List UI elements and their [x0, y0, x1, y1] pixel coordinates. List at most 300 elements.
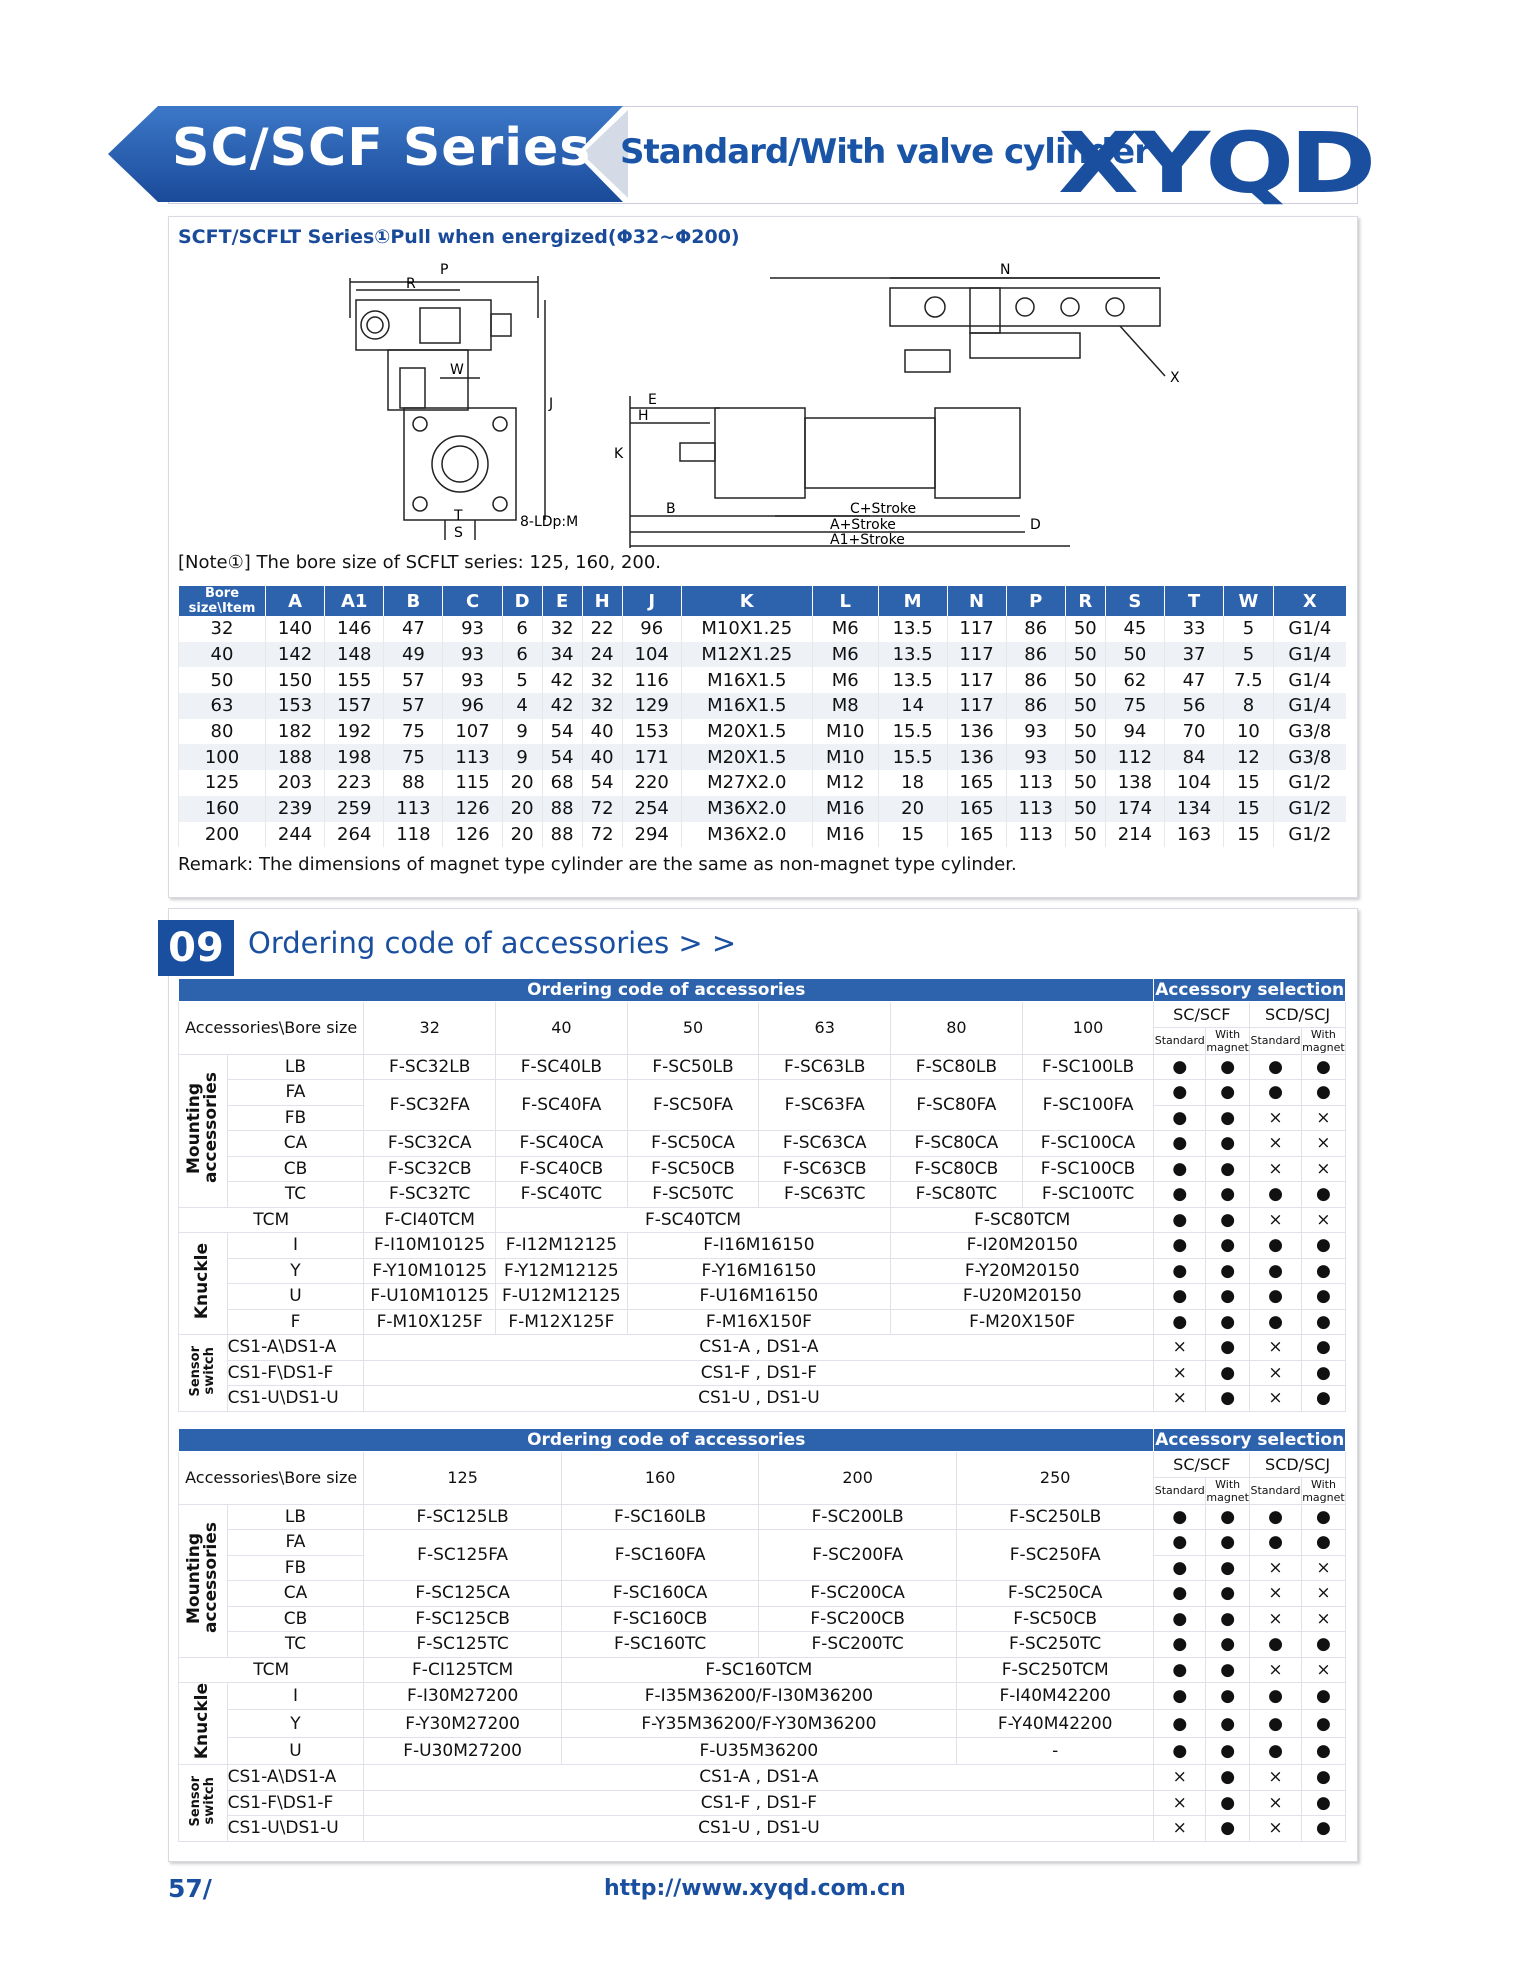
- selection-sub: With magnet: [1302, 1027, 1345, 1054]
- column-header: A1: [325, 586, 384, 616]
- mark: ●: [1206, 1606, 1250, 1632]
- table-cell: 104: [1164, 770, 1223, 796]
- table-cell: M36X2.0: [681, 822, 812, 848]
- mark: ●: [1154, 1156, 1206, 1182]
- mark: ●: [1206, 1657, 1250, 1683]
- mark: ●: [1154, 1258, 1206, 1284]
- website-link[interactable]: http://www.xyqd.com.cn: [604, 1876, 906, 1901]
- dim-label-e: E: [648, 392, 657, 408]
- code-cell: F-SC250TCM: [956, 1657, 1154, 1683]
- column-header: X: [1273, 586, 1346, 616]
- dimension-table: [178, 586, 1346, 847]
- table-cell: 4: [502, 693, 542, 719]
- mark: ●: [1206, 1360, 1250, 1386]
- dim-label-h: H: [638, 408, 649, 424]
- table-cell: 24: [582, 642, 622, 668]
- table-cell: 244: [266, 822, 325, 848]
- mark: ●: [1154, 1054, 1206, 1080]
- bar-ordering-code: Ordering code of accessories: [179, 1429, 1154, 1452]
- dim-label-s: S: [454, 525, 463, 541]
- code-cell: F-SC80CA: [891, 1131, 1023, 1157]
- code-cell: F-SC50LB: [627, 1054, 759, 1080]
- table-row: [179, 796, 1347, 822]
- table-cell: 115: [443, 770, 502, 796]
- code-cell: F-SC250FA: [956, 1530, 1154, 1581]
- code-cell: F-SC40TC: [496, 1182, 628, 1208]
- table-cell: 153: [266, 693, 325, 719]
- table-cell: 63: [179, 693, 266, 719]
- code-cell: F-SC125LB: [364, 1504, 562, 1530]
- dim-label-r: R: [406, 276, 416, 292]
- table-cell: 96: [443, 693, 502, 719]
- mark: ×: [1301, 1581, 1345, 1607]
- mark: ●: [1154, 1683, 1206, 1710]
- group-mounting: Mounting accessories: [179, 1504, 228, 1657]
- table-cell: 40: [582, 744, 622, 770]
- table-cell: 57: [384, 693, 443, 719]
- table-cell: 155: [325, 667, 384, 693]
- mark: ×: [1301, 1207, 1345, 1233]
- table-cell: 86: [1006, 667, 1065, 693]
- table-cell: 160: [179, 796, 266, 822]
- code-cell: F-SC40TCM: [496, 1207, 891, 1233]
- table-cell: 40: [582, 719, 622, 745]
- code-cell: F-SC200TC: [759, 1632, 957, 1658]
- code-cell: F-SC160LB: [561, 1504, 759, 1530]
- row-label: CS1-U\DS1-U: [227, 1386, 364, 1412]
- mark: ●: [1206, 1790, 1250, 1816]
- table-cell: 146: [325, 616, 384, 642]
- column-header: E: [542, 586, 582, 616]
- code-cell: F-SC40CA: [496, 1131, 628, 1157]
- table-row: [179, 719, 1347, 745]
- table-cell: 113: [384, 796, 443, 822]
- dim-label-a1: A1+Stroke: [830, 532, 905, 548]
- code-cell: F-SC80TCM: [891, 1207, 1154, 1233]
- table-cell: 15.5: [878, 719, 947, 745]
- table-cell: G1/2: [1273, 822, 1346, 848]
- table-cell: 75: [1105, 693, 1164, 719]
- corner-label: Accessories\Bore size: [179, 1002, 364, 1055]
- code-cell: F-I35M36200/F-I30M36200: [561, 1683, 956, 1710]
- table-cell: 33: [1164, 616, 1223, 642]
- mark: ●: [1154, 1284, 1206, 1310]
- table-cell: 148: [325, 642, 384, 668]
- row-label: I: [227, 1683, 364, 1710]
- code-cell: F-SC80FA: [891, 1080, 1023, 1131]
- mark: ●: [1250, 1632, 1302, 1658]
- code-cell: F-SC63TC: [759, 1182, 891, 1208]
- table-cell: 112: [1105, 744, 1164, 770]
- mark: ●: [1206, 1284, 1250, 1310]
- table-cell: 50: [179, 667, 266, 693]
- mark: ×: [1154, 1765, 1206, 1791]
- row-label: F: [227, 1309, 364, 1335]
- mark: ●: [1250, 1258, 1302, 1284]
- bar-accessory-selection: Accessory selection: [1155, 1430, 1345, 1450]
- mark: ●: [1206, 1105, 1250, 1131]
- code-cell: F-SC80TC: [891, 1182, 1023, 1208]
- mark: ●: [1301, 1386, 1345, 1412]
- selection-group: SCD/SCJ: [1250, 1002, 1346, 1028]
- code-cell: F-SC32CA: [364, 1131, 496, 1157]
- mark: ●: [1301, 1632, 1345, 1658]
- table-cell: M16X1.5: [681, 693, 812, 719]
- dim-label-x: X: [1170, 370, 1180, 386]
- mark: ●: [1250, 1233, 1302, 1259]
- table-cell: 200: [179, 822, 266, 848]
- row-label: CS1-U\DS1-U: [227, 1816, 364, 1842]
- code-cell: F-SC250LB: [956, 1504, 1154, 1530]
- code-cell: F-M16X150F: [627, 1309, 890, 1335]
- table-cell: 50: [1065, 744, 1105, 770]
- mark: ●: [1250, 1080, 1302, 1106]
- page-number: 57/: [168, 1874, 212, 1903]
- table-cell: M12X1.25: [681, 642, 812, 668]
- table-row: [179, 616, 1347, 642]
- mark: ●: [1301, 1530, 1345, 1556]
- mark: ×: [1250, 1360, 1302, 1386]
- row-label: CA: [227, 1581, 364, 1607]
- bore-size: 200: [759, 1452, 957, 1505]
- series-title: SC/SCF Series: [172, 118, 592, 178]
- table-cell: 88: [384, 770, 443, 796]
- code-cell: F-I16M16150: [627, 1233, 890, 1259]
- mark: ●: [1206, 1504, 1250, 1530]
- section-number: 09: [158, 920, 234, 976]
- table-cell: 42: [542, 667, 582, 693]
- column-header: N: [947, 586, 1006, 616]
- code-cell: F-U16M16150: [627, 1284, 890, 1310]
- table-cell: 57: [384, 667, 443, 693]
- table-cell: 50: [1065, 667, 1105, 693]
- code-cell: F-SC40LB: [496, 1054, 628, 1080]
- table-cell: M6: [812, 667, 878, 693]
- bore-size: 250: [956, 1452, 1154, 1505]
- table-cell: 125: [179, 770, 266, 796]
- table-cell: 117: [947, 693, 1006, 719]
- table-cell: 5: [502, 667, 542, 693]
- table-cell: 32: [542, 616, 582, 642]
- code-cell: F-SC32CB: [364, 1156, 496, 1182]
- code-cell: F-SC50FA: [627, 1080, 759, 1131]
- table-cell: M20X1.5: [681, 744, 812, 770]
- code-cell: F-SC80LB: [891, 1054, 1023, 1080]
- table-cell: 113: [1006, 822, 1065, 848]
- code-cell: F-SC80CB: [891, 1156, 1023, 1182]
- selection-sub: Standard: [1250, 1477, 1302, 1504]
- code-cell: F-SC200FA: [759, 1530, 957, 1581]
- mark: ×: [1154, 1816, 1206, 1842]
- mark: ●: [1301, 1080, 1345, 1106]
- table-cell: 62: [1105, 667, 1164, 693]
- code-cell: CS1-A , DS1-A: [364, 1335, 1154, 1361]
- accessory-table-2: [178, 1428, 1346, 1842]
- selection-sub: With magnet: [1302, 1477, 1345, 1504]
- group-sensor: Sensor switch: [179, 1335, 228, 1412]
- table-cell: 54: [542, 744, 582, 770]
- mark: ●: [1154, 1080, 1206, 1106]
- dim-label-b: B: [666, 501, 676, 517]
- mark: ●: [1206, 1080, 1250, 1106]
- row-label: TCM: [179, 1207, 364, 1233]
- column-header: C: [443, 586, 502, 616]
- table-cell: 47: [1164, 667, 1223, 693]
- table-cell: G1/4: [1273, 667, 1346, 693]
- table-cell: 113: [1006, 796, 1065, 822]
- table-cell: G1/2: [1273, 770, 1346, 796]
- table-cell: 96: [622, 616, 681, 642]
- column-header: D: [502, 586, 542, 616]
- mark: ×: [1301, 1606, 1345, 1632]
- table-cell: 214: [1105, 822, 1164, 848]
- table-cell: 93: [443, 667, 502, 693]
- table-row: [179, 667, 1347, 693]
- dimension-remark: Remark: The dimensions of magnet type cylinder are the same as non-magnet type cylinder.: [178, 854, 1017, 875]
- table-cell: 7.5: [1224, 667, 1274, 693]
- column-header: S: [1105, 586, 1164, 616]
- table-cell: 8: [1224, 693, 1274, 719]
- code-cell: F-I40M42200: [956, 1683, 1154, 1710]
- mark: ●: [1206, 1555, 1250, 1581]
- mark: ×: [1250, 1657, 1302, 1683]
- code-cell: F-SC63CA: [759, 1131, 891, 1157]
- row-label: CB: [227, 1606, 364, 1632]
- table-cell: 75: [384, 744, 443, 770]
- code-cell: F-SC50CB: [956, 1606, 1154, 1632]
- table-cell: 50: [1065, 822, 1105, 848]
- mark: ●: [1301, 1737, 1345, 1764]
- code-cell: F-SC40FA: [496, 1080, 628, 1131]
- row-label: FA: [227, 1080, 364, 1106]
- mark: ●: [1154, 1131, 1206, 1157]
- mark: ●: [1154, 1530, 1206, 1556]
- dim-label-d: D: [1030, 517, 1041, 533]
- table-cell: M10: [812, 744, 878, 770]
- table-cell: 86: [1006, 642, 1065, 668]
- table-cell: 264: [325, 822, 384, 848]
- code-cell: F-SC125FA: [364, 1530, 562, 1581]
- dim-label-c: C+Stroke: [850, 501, 917, 517]
- row-label: CS1-F\DS1-F: [227, 1790, 364, 1816]
- table-cell: 13.5: [878, 642, 947, 668]
- table-cell: 14: [878, 693, 947, 719]
- table-cell: 113: [443, 744, 502, 770]
- mark: ×: [1154, 1386, 1206, 1412]
- mark: ●: [1154, 1710, 1206, 1737]
- table-row: [179, 744, 1347, 770]
- table-cell: M6: [812, 616, 878, 642]
- table-cell: 150: [266, 667, 325, 693]
- mark: ×: [1301, 1156, 1345, 1182]
- code-cell: F-Y10M10125: [364, 1258, 496, 1284]
- mark: ×: [1154, 1360, 1206, 1386]
- table-cell: 142: [266, 642, 325, 668]
- code-cell: CS1-U , DS1-U: [364, 1816, 1154, 1842]
- mark: ×: [1301, 1555, 1345, 1581]
- code-cell: F-M12X125F: [496, 1309, 628, 1335]
- table-cell: 165: [947, 796, 1006, 822]
- table-cell: G1/4: [1273, 642, 1346, 668]
- group-knuckle: Knuckle: [179, 1683, 228, 1765]
- code-cell: F-U35M36200: [561, 1737, 956, 1764]
- table-cell: 136: [947, 744, 1006, 770]
- mark: ×: [1250, 1131, 1302, 1157]
- mark: ●: [1206, 1207, 1250, 1233]
- table-cell: 294: [622, 822, 681, 848]
- column-header: A: [266, 586, 325, 616]
- table-cell: 129: [622, 693, 681, 719]
- column-header: P: [1006, 586, 1065, 616]
- table-cell: 254: [622, 796, 681, 822]
- code-cell: F-Y30M27200: [364, 1710, 562, 1737]
- table-cell: 15: [1224, 822, 1274, 848]
- bar-accessory-selection: Accessory selection: [1155, 980, 1345, 1000]
- table-cell: 50: [1065, 719, 1105, 745]
- code-cell: F-SC100CB: [1022, 1156, 1154, 1182]
- bore-size: 40: [496, 1002, 628, 1055]
- code-cell: F-Y20M20150: [891, 1258, 1154, 1284]
- table-cell: 136: [947, 719, 1006, 745]
- mark: ●: [1154, 1606, 1206, 1632]
- mark: ●: [1206, 1581, 1250, 1607]
- mark: ●: [1301, 1054, 1345, 1080]
- code-cell: F-SC125CA: [364, 1581, 562, 1607]
- row-label: FB: [227, 1555, 364, 1581]
- table-cell: 157: [325, 693, 384, 719]
- code-cell: F-U30M27200: [364, 1737, 562, 1764]
- table-cell: 239: [266, 796, 325, 822]
- selection-group: SC/SCF: [1154, 1002, 1250, 1028]
- column-header: B: [384, 586, 443, 616]
- mark: ×: [1250, 1816, 1302, 1842]
- row-label: CS1-A\DS1-A: [227, 1765, 364, 1791]
- mark: ●: [1250, 1710, 1302, 1737]
- table-cell: 203: [266, 770, 325, 796]
- table-cell: 72: [582, 796, 622, 822]
- table-cell: 126: [443, 796, 502, 822]
- code-cell: CS1-F , DS1-F: [364, 1790, 1154, 1816]
- mark: ●: [1206, 1233, 1250, 1259]
- table-cell: 75: [384, 719, 443, 745]
- row-label: CA: [227, 1131, 364, 1157]
- corner-label: Accessories\Bore size: [179, 1452, 364, 1505]
- table-cell: 32: [582, 693, 622, 719]
- drawing-note: [Note①] The bore size of SCFLT series: 125, 160, 200.: [178, 552, 662, 573]
- dim-label-ld: 8-LDp:M: [520, 514, 579, 530]
- mark: ×: [1250, 1105, 1302, 1131]
- table-cell: 165: [947, 822, 1006, 848]
- code-cell: F-M10X125F: [364, 1309, 496, 1335]
- code-cell: F-SC200CA: [759, 1581, 957, 1607]
- mark: ●: [1250, 1309, 1302, 1335]
- code-cell: CS1-U , DS1-U: [364, 1386, 1154, 1412]
- mark: ●: [1206, 1258, 1250, 1284]
- table-cell: 117: [947, 642, 1006, 668]
- table-cell: 54: [542, 719, 582, 745]
- code-cell: F-SC160FA: [561, 1530, 759, 1581]
- table-cell: 45: [1105, 616, 1164, 642]
- mark: ●: [1154, 1632, 1206, 1658]
- mark: ●: [1154, 1737, 1206, 1764]
- mark: ×: [1301, 1105, 1345, 1131]
- table-cell: 80: [179, 719, 266, 745]
- table-cell: 56: [1164, 693, 1223, 719]
- table-cell: M16X1.5: [681, 667, 812, 693]
- column-header: H: [582, 586, 622, 616]
- column-header: W: [1224, 586, 1274, 616]
- code-cell: F-U10M10125: [364, 1284, 496, 1310]
- row-label: TC: [227, 1632, 364, 1658]
- mark: ●: [1301, 1335, 1345, 1361]
- dim-label-k: K: [614, 446, 624, 462]
- mark: ●: [1206, 1737, 1250, 1764]
- mark: ●: [1250, 1284, 1302, 1310]
- table-cell: 134: [1164, 796, 1223, 822]
- table-cell: 37: [1164, 642, 1223, 668]
- bar-ordering-code: Ordering code of accessories: [179, 979, 1154, 1002]
- code-cell: F-SC200LB: [759, 1504, 957, 1530]
- code-cell: F-SC160CB: [561, 1606, 759, 1632]
- row-label: U: [227, 1737, 364, 1764]
- column-header: L: [812, 586, 878, 616]
- selection-sub: With magnet: [1206, 1027, 1249, 1054]
- table-cell: 84: [1164, 744, 1223, 770]
- table-cell: 140: [266, 616, 325, 642]
- row-label: I: [227, 1233, 364, 1259]
- mark: ×: [1250, 1335, 1302, 1361]
- code-cell: F-SC250CA: [956, 1581, 1154, 1607]
- mark: ●: [1301, 1816, 1345, 1842]
- bore-size: 100: [1022, 1002, 1154, 1055]
- code-cell: F-SC100FA: [1022, 1080, 1154, 1131]
- table-cell: 13.5: [878, 616, 947, 642]
- code-cell: F-I30M27200: [364, 1683, 562, 1710]
- mark: ×: [1250, 1765, 1302, 1791]
- table-cell: 72: [582, 822, 622, 848]
- table-cell: 171: [622, 744, 681, 770]
- table-cell: 32: [179, 616, 266, 642]
- table-cell: G3/8: [1273, 719, 1346, 745]
- table-cell: 20: [502, 796, 542, 822]
- code-cell: F-CI125TCM: [364, 1657, 562, 1683]
- table-cell: 13.5: [878, 667, 947, 693]
- code-cell: F-Y16M16150: [627, 1258, 890, 1284]
- mark: ●: [1250, 1504, 1302, 1530]
- column-header: T: [1164, 586, 1223, 616]
- table-cell: 107: [443, 719, 502, 745]
- code-cell: F-SC200CB: [759, 1606, 957, 1632]
- table-row: [179, 642, 1347, 668]
- table-cell: M12: [812, 770, 878, 796]
- code-cell: F-U12M12125: [496, 1284, 628, 1310]
- table-cell: M6: [812, 642, 878, 668]
- accessory-table-1: [178, 978, 1346, 1412]
- mark: ●: [1206, 1156, 1250, 1182]
- table-cell: 5: [1224, 616, 1274, 642]
- table-cell: 5: [1224, 642, 1274, 668]
- row-label: Y: [227, 1258, 364, 1284]
- table-cell: 116: [622, 667, 681, 693]
- table-cell: 93: [443, 616, 502, 642]
- table-cell: 15: [1224, 796, 1274, 822]
- table-cell: 49: [384, 642, 443, 668]
- code-cell: F-Y12M12125: [496, 1258, 628, 1284]
- code-cell: F-SC32FA: [364, 1080, 496, 1131]
- mark: ●: [1301, 1790, 1345, 1816]
- code-cell: F-U20M20150: [891, 1284, 1154, 1310]
- mark: ●: [1154, 1309, 1206, 1335]
